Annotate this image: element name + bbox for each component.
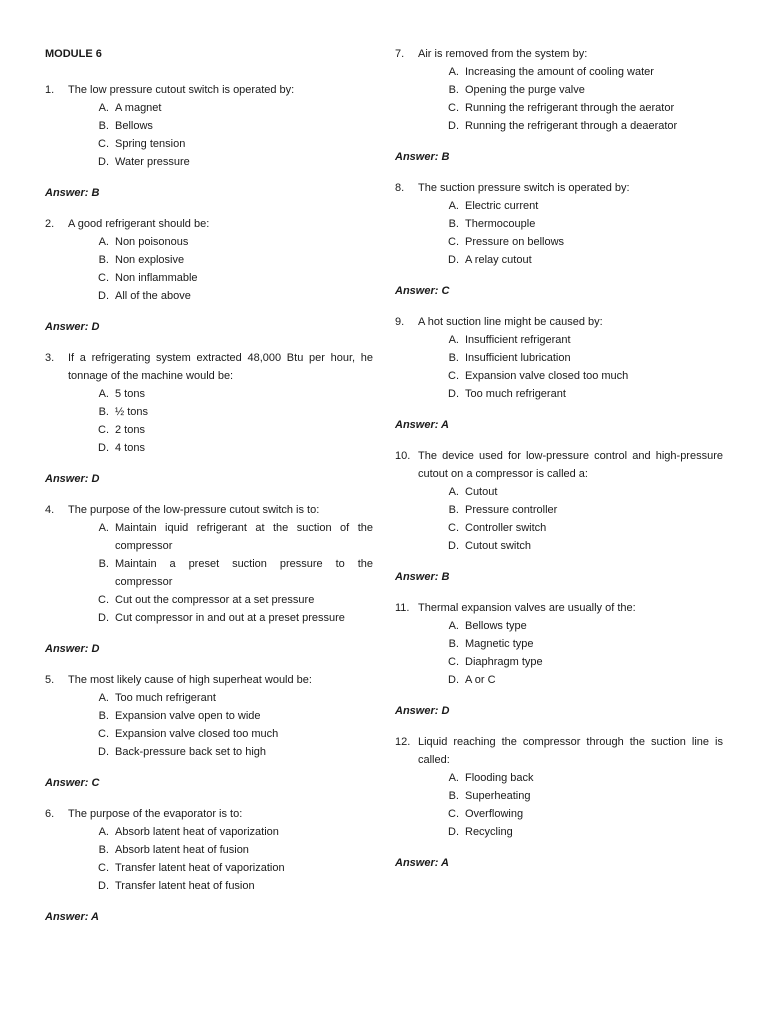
option-letter: A. bbox=[98, 102, 109, 114]
option-text: Thermocouple bbox=[465, 218, 536, 230]
answer-option bbox=[440, 805, 723, 823]
answer-option bbox=[90, 609, 373, 627]
option-text: Insufficient lubrication bbox=[465, 352, 571, 364]
option-letter: B. bbox=[98, 406, 109, 418]
option-text: Bellows bbox=[115, 120, 153, 132]
option-letter: B. bbox=[448, 504, 459, 516]
question-block bbox=[395, 179, 723, 300]
answer-label: Answer: B bbox=[395, 151, 450, 163]
option-letter: B. bbox=[98, 254, 109, 266]
answer-option bbox=[440, 769, 723, 787]
answer-option bbox=[90, 519, 373, 555]
option-letter: D. bbox=[98, 746, 109, 758]
option-text: Non explosive bbox=[115, 254, 185, 266]
option-text: All of the above bbox=[115, 290, 191, 302]
option-text: Pressure on bellows bbox=[465, 236, 565, 248]
answer-label: Answer: D bbox=[395, 705, 450, 717]
question bbox=[45, 805, 373, 823]
option-text: Magnetic type bbox=[465, 638, 534, 650]
option-text: Non poisonous bbox=[115, 236, 189, 248]
question-number: 3. bbox=[45, 352, 55, 364]
question-text: The purpose of the low-pressure cutout switch is to: bbox=[68, 504, 320, 516]
answer-option bbox=[90, 591, 373, 609]
answer-label: Answer: A bbox=[45, 911, 99, 923]
option-list bbox=[440, 197, 723, 269]
option-list bbox=[90, 519, 373, 627]
option-text: Cutout switch bbox=[465, 540, 532, 552]
question-number: 6. bbox=[45, 808, 55, 820]
option-letter: A. bbox=[98, 522, 109, 534]
option-list bbox=[440, 483, 723, 555]
option-text: Too much refrigerant bbox=[115, 692, 216, 704]
option-letter: B. bbox=[98, 710, 109, 722]
answer-option bbox=[90, 269, 373, 287]
answer-option bbox=[440, 823, 723, 841]
question-number: 11. bbox=[395, 602, 410, 614]
option-text: Absorb latent heat of fusion bbox=[115, 844, 249, 856]
answer-label: Answer: C bbox=[395, 285, 450, 297]
question-text: If a refrigerating system extracted 48,000 Btu per hour, he tonnage of the machine would be: bbox=[68, 352, 373, 382]
right-question-list bbox=[395, 45, 723, 872]
answer-option bbox=[90, 841, 373, 859]
left-question-list bbox=[45, 81, 373, 926]
question-text: A hot suction line might be caused by: bbox=[418, 316, 603, 328]
question-text: The low pressure cutout switch is operated by: bbox=[68, 84, 295, 96]
question-block bbox=[45, 349, 373, 488]
option-text: 4 tons bbox=[115, 442, 145, 454]
option-list bbox=[440, 63, 723, 135]
option-letter: D. bbox=[98, 156, 109, 168]
answer-option bbox=[90, 421, 373, 439]
question-number: 5. bbox=[45, 674, 55, 686]
question-number: 10. bbox=[395, 450, 411, 462]
answer-label: Answer: B bbox=[45, 187, 100, 199]
option-text: Recycling bbox=[465, 826, 513, 838]
option-letter: D. bbox=[98, 612, 109, 624]
question bbox=[395, 447, 723, 483]
option-letter: C. bbox=[98, 272, 109, 284]
option-text: Water pressure bbox=[115, 156, 190, 168]
option-letter: C. bbox=[448, 370, 459, 382]
option-letter: C. bbox=[448, 656, 459, 668]
answer-option bbox=[90, 135, 373, 153]
option-text: Back-pressure back set to high bbox=[115, 746, 267, 758]
option-text: Running the refrigerant through the aerator bbox=[465, 102, 675, 114]
option-list bbox=[90, 823, 373, 895]
question bbox=[395, 733, 723, 769]
option-list bbox=[90, 99, 373, 171]
option-letter: D. bbox=[98, 290, 109, 302]
option-text: Cut compressor in and out at a preset pressure bbox=[115, 612, 345, 624]
option-text: Pressure controller bbox=[465, 504, 558, 516]
option-letter: A. bbox=[98, 388, 109, 400]
option-list bbox=[90, 385, 373, 457]
option-letter: D. bbox=[448, 120, 459, 132]
option-text: Too much refrigerant bbox=[465, 388, 566, 400]
answer-option bbox=[440, 197, 723, 215]
answer-option bbox=[90, 233, 373, 251]
question-number: 1. bbox=[45, 84, 55, 96]
answer-option bbox=[440, 331, 723, 349]
answer-label: Answer: A bbox=[395, 857, 449, 869]
option-text: Transfer latent heat of vaporization bbox=[115, 862, 285, 874]
option-letter: A. bbox=[98, 236, 109, 248]
question-block bbox=[45, 215, 373, 336]
option-letter: D. bbox=[448, 254, 459, 266]
answer-option bbox=[440, 233, 723, 251]
question bbox=[45, 501, 373, 519]
option-text: Non inflammable bbox=[115, 272, 198, 284]
option-list bbox=[440, 331, 723, 403]
option-letter: C. bbox=[448, 236, 459, 248]
option-letter: C. bbox=[448, 522, 459, 534]
answer-option bbox=[90, 287, 373, 305]
option-text: Running the refrigerant through a deaerator bbox=[465, 120, 678, 132]
answer-option bbox=[440, 367, 723, 385]
option-list bbox=[90, 233, 373, 305]
answer-option bbox=[90, 153, 373, 171]
question-number: 12. bbox=[395, 736, 411, 748]
option-letter: B. bbox=[448, 218, 459, 230]
answer-option bbox=[440, 671, 723, 689]
option-letter: C. bbox=[448, 102, 459, 114]
answer-label: Answer: A bbox=[395, 419, 449, 431]
question-number: 2. bbox=[45, 218, 55, 230]
question-block bbox=[395, 733, 723, 872]
answer-option bbox=[90, 725, 373, 743]
option-letter: A. bbox=[98, 692, 109, 704]
question bbox=[45, 671, 373, 689]
question-number: 7. bbox=[395, 48, 405, 60]
answer-option bbox=[90, 555, 373, 591]
answer-option bbox=[90, 823, 373, 841]
question-text: Air is removed from the system by: bbox=[418, 48, 588, 60]
question bbox=[395, 45, 723, 63]
question-block bbox=[45, 671, 373, 792]
option-letter: B. bbox=[98, 120, 109, 132]
option-text: Flooding back bbox=[465, 772, 534, 784]
option-text: A magnet bbox=[115, 102, 162, 114]
option-letter: D. bbox=[448, 540, 459, 552]
answer-option bbox=[440, 653, 723, 671]
answer-label: Answer: C bbox=[45, 777, 100, 789]
option-letter: D. bbox=[448, 826, 459, 838]
option-letter: B. bbox=[448, 790, 459, 802]
option-text: Expansion valve closed too much bbox=[465, 370, 629, 382]
question-block bbox=[395, 313, 723, 434]
option-list bbox=[90, 689, 373, 761]
option-text: Expansion valve closed too much bbox=[115, 728, 279, 740]
option-text: Overflowing bbox=[465, 808, 524, 820]
option-text: 5 tons bbox=[115, 388, 145, 400]
option-text: Insufficient refrigerant bbox=[465, 334, 571, 346]
option-text: Cut out the compressor at a set pressure bbox=[115, 594, 315, 606]
option-letter: C. bbox=[98, 728, 109, 740]
question-number: 4. bbox=[45, 504, 55, 516]
option-letter: B. bbox=[448, 84, 459, 96]
question bbox=[395, 599, 723, 617]
question-text: Thermal expansion valves are usually of the: bbox=[418, 602, 636, 614]
question bbox=[395, 313, 723, 331]
option-letter: A. bbox=[448, 200, 459, 212]
option-letter: B. bbox=[98, 558, 109, 570]
option-text: Bellows type bbox=[465, 620, 527, 632]
answer-option bbox=[440, 635, 723, 653]
question bbox=[395, 179, 723, 197]
answer-option bbox=[90, 385, 373, 403]
option-text: Spring tension bbox=[115, 138, 186, 150]
right-column bbox=[395, 45, 723, 885]
option-letter: A. bbox=[98, 826, 109, 838]
option-text: Diaphragm type bbox=[465, 656, 543, 668]
answer-option bbox=[440, 349, 723, 367]
option-list bbox=[440, 769, 723, 841]
answer-option bbox=[440, 483, 723, 501]
option-text: Absorb latent heat of vaporization bbox=[115, 826, 279, 838]
answer-option bbox=[90, 99, 373, 117]
question-text: A good refrigerant should be: bbox=[68, 218, 210, 230]
option-text: A or C bbox=[465, 674, 496, 686]
answer-label: Answer: B bbox=[395, 571, 450, 583]
answer-option bbox=[440, 117, 723, 135]
answer-option bbox=[440, 519, 723, 537]
answer-option bbox=[90, 689, 373, 707]
question-block bbox=[395, 447, 723, 586]
option-letter: A. bbox=[448, 486, 459, 498]
answer-option bbox=[440, 385, 723, 403]
question-number: 9. bbox=[395, 316, 405, 328]
option-text: Transfer latent heat of fusion bbox=[115, 880, 255, 892]
answer-option bbox=[440, 537, 723, 555]
answer-option bbox=[90, 403, 373, 421]
answer-option bbox=[440, 787, 723, 805]
answer-label: Answer: D bbox=[45, 473, 100, 485]
option-text: ½ tons bbox=[115, 406, 149, 418]
answer-option bbox=[440, 617, 723, 635]
question bbox=[45, 215, 373, 233]
option-text: Maintain a preset suction pressure to the compressor bbox=[115, 558, 373, 588]
option-text: Maintain iquid refrigerant at the suction of the compressor bbox=[115, 522, 373, 552]
option-letter: D. bbox=[448, 388, 459, 400]
option-letter: A. bbox=[448, 334, 459, 346]
option-letter: C. bbox=[98, 594, 109, 606]
question-block bbox=[45, 805, 373, 926]
answer-option bbox=[440, 251, 723, 269]
answer-label: Answer: D bbox=[45, 643, 100, 655]
option-letter: C. bbox=[98, 138, 109, 150]
option-text: Controller switch bbox=[465, 522, 547, 534]
answer-option bbox=[440, 63, 723, 81]
question-text: The purpose of the evaporator is to: bbox=[68, 808, 243, 820]
question-number: 8. bbox=[395, 182, 405, 194]
option-letter: A. bbox=[448, 620, 459, 632]
option-text: Opening the purge valve bbox=[465, 84, 585, 96]
option-letter: B. bbox=[98, 844, 109, 856]
option-letter: C. bbox=[98, 424, 109, 436]
option-text: Increasing the amount of cooling water bbox=[465, 66, 654, 78]
page-title: MODULE 6 bbox=[45, 48, 102, 60]
option-letter: C. bbox=[448, 808, 459, 820]
option-letter: B. bbox=[448, 352, 459, 364]
option-letter: A. bbox=[448, 66, 459, 78]
question-text: The device used for low-pressure control and high-pressure cutout on a compressor is called a: bbox=[418, 450, 723, 480]
left-column bbox=[45, 45, 373, 939]
answer-option bbox=[90, 707, 373, 725]
option-letter: C. bbox=[98, 862, 109, 874]
answer-option bbox=[440, 81, 723, 99]
answer-option bbox=[440, 99, 723, 117]
option-letter: D. bbox=[98, 880, 109, 892]
answer-label: Answer: D bbox=[45, 321, 100, 333]
option-letter: D. bbox=[98, 442, 109, 454]
question-block bbox=[45, 501, 373, 658]
option-list bbox=[440, 617, 723, 689]
question-block bbox=[395, 45, 723, 166]
option-letter: B. bbox=[448, 638, 459, 650]
option-letter: D. bbox=[448, 674, 459, 686]
question-block bbox=[45, 81, 373, 202]
question-text: The most likely cause of high superheat would be: bbox=[68, 674, 312, 686]
option-text: Expansion valve open to wide bbox=[115, 710, 261, 722]
question-block bbox=[395, 599, 723, 720]
option-text: Superheating bbox=[465, 790, 531, 802]
option-letter: A. bbox=[448, 772, 459, 784]
option-text: A relay cutout bbox=[465, 254, 532, 266]
answer-option bbox=[440, 501, 723, 519]
question-text: The suction pressure switch is operated by: bbox=[418, 182, 630, 194]
question bbox=[45, 349, 373, 385]
question bbox=[45, 81, 373, 99]
answer-option bbox=[90, 877, 373, 895]
answer-option bbox=[90, 439, 373, 457]
answer-option bbox=[90, 743, 373, 761]
answer-option bbox=[90, 251, 373, 269]
option-text: Electric current bbox=[465, 200, 539, 212]
answer-option bbox=[90, 859, 373, 877]
answer-option bbox=[90, 117, 373, 135]
option-text: 2 tons bbox=[115, 424, 145, 436]
question-text: Liquid reaching the compressor through the suction line is called: bbox=[418, 736, 723, 766]
answer-option bbox=[440, 215, 723, 233]
option-text: Cutout bbox=[465, 486, 498, 498]
